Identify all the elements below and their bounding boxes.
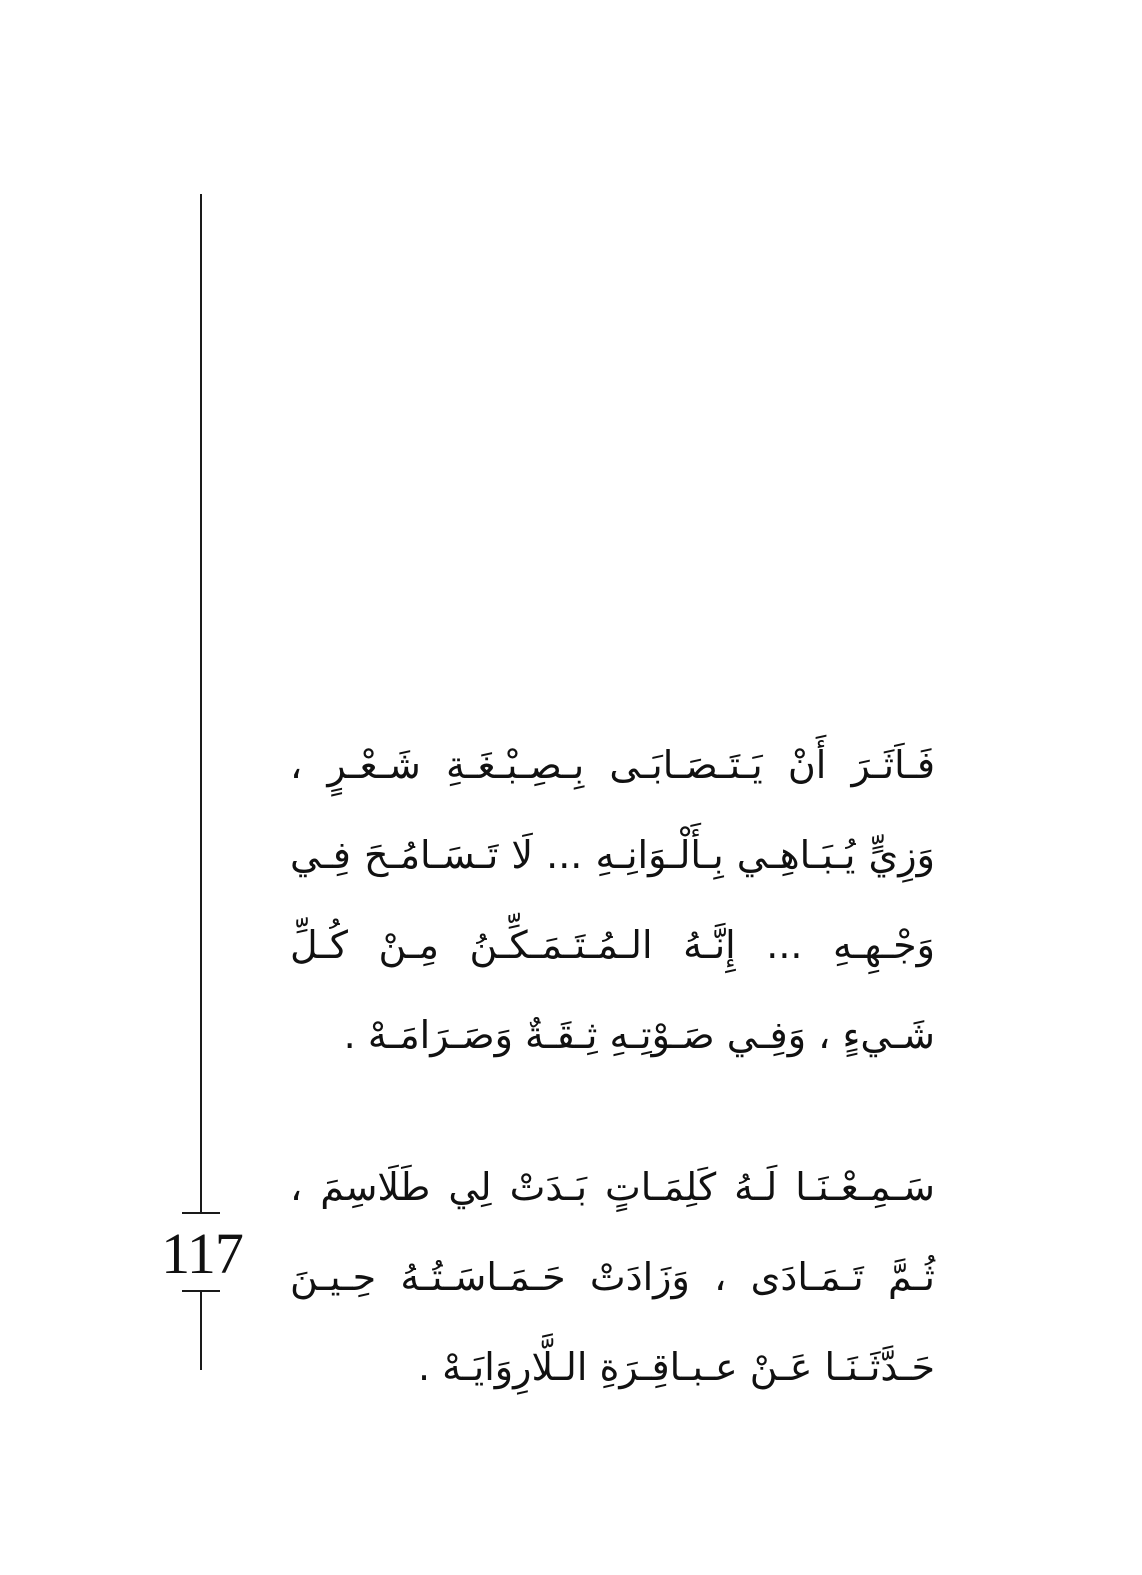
paragraph-line: وَجْـهِـهِ ... إِنَّـهُ الـمُـتَـمَـكِّـنُ مِـنْ كُـلِّ (290, 923, 935, 967)
page-number-tick-top (182, 1212, 220, 1214)
paragraph-line: حَـدَّثَـنَـا عَـنْ عـبـاقِـرَةِ الـلَّارِوَايَـهْ . (417, 1345, 935, 1389)
paragraph-line: فَـاَثَـرَ أَنْ يَـتَـصَـابَـى بِـصِـبْـغَـةِ شَـعْـرٍ ، (290, 743, 935, 787)
paragraph-line: سَـمِـعْـنَـا لَـهُ كَلِمَـاتٍ بَـدَتْ لِي طَلَاسِمَ ، (290, 1165, 935, 1209)
margin-rule-bottom (200, 1292, 202, 1370)
paragraph-line: ثُـمَّ تَـمَـادَى ، وَزَادَتْ حَـمَـاسَـتُـهُ حِـيـنَ (290, 1255, 935, 1299)
paragraph-line: شَـيءٍ ، وَفِـي صَـوْتِـهِ ثِـقَـةٌ وَصَـرَامَـهْ . (343, 1013, 935, 1057)
paragraph-line: وَزِيٍّ يُـبَـاهِـي بِـأَلْـوَانِـهِ ... لَا تَـسَـامُـحَ فِـي (290, 833, 935, 877)
paragraph-1 (290, 720, 935, 1080)
page-number: 117 (161, 1221, 243, 1286)
margin-rule-top (200, 194, 202, 1214)
paragraph-2 (290, 1142, 935, 1412)
